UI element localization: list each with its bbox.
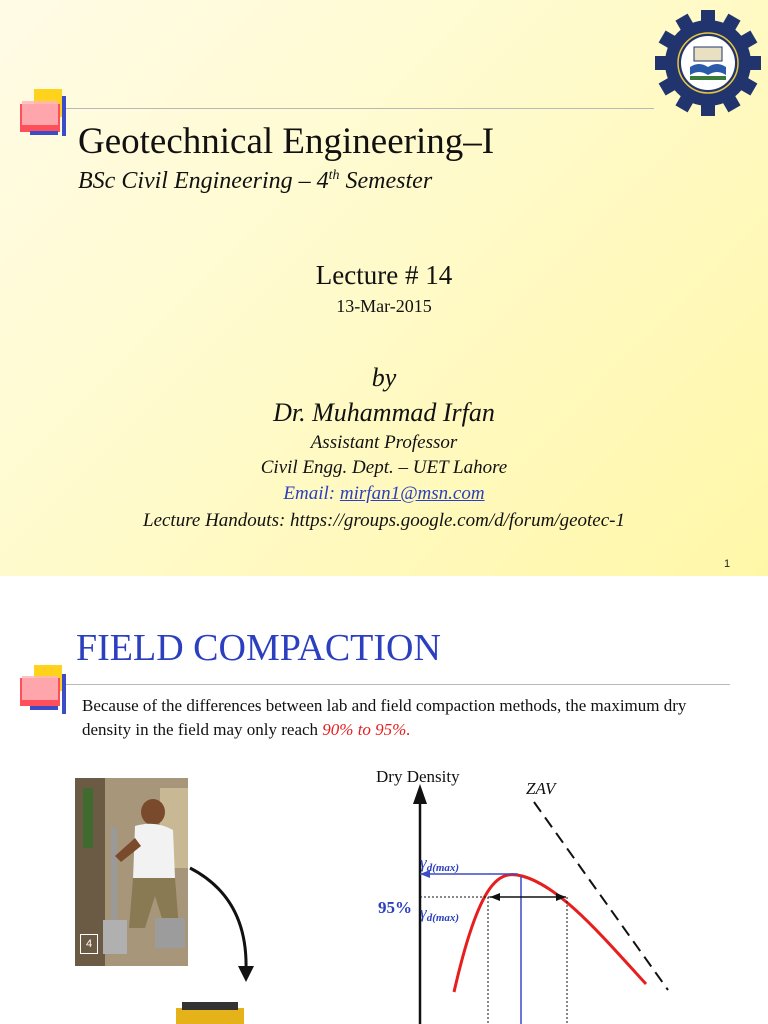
course-title: Geotechnical Engineering–I bbox=[78, 121, 495, 162]
zav-label: ZAV bbox=[526, 779, 556, 798]
decor-blue-bar bbox=[62, 96, 66, 136]
gamma-95-label: γd(max) bbox=[420, 903, 460, 924]
lecture-date: 13-Mar-2015 bbox=[336, 296, 432, 316]
email-link[interactable]: mirfan1@msn.com bbox=[339, 483, 485, 504]
pct-label: 95% bbox=[378, 898, 412, 917]
compaction-curve bbox=[454, 875, 646, 992]
gamma-max-label: γd(max) bbox=[420, 853, 460, 874]
body-text: Because of the differences between lab and field compaction methods, the maximum dry density in the field may only reach bbox=[82, 696, 687, 739]
y-axis-arrow bbox=[413, 784, 427, 804]
subtitle-suffix: Semester bbox=[339, 168, 433, 194]
email-line bbox=[0, 483, 768, 505]
compaction-curve-graph bbox=[340, 758, 670, 1024]
decor-blue-stub bbox=[30, 706, 58, 710]
author-name: Dr. Muhammad Irfan bbox=[273, 398, 495, 427]
author-position: Assistant Professor bbox=[310, 432, 458, 453]
divider-line bbox=[66, 684, 730, 685]
decor-blue-bar bbox=[62, 674, 66, 714]
slide-title: FIELD COMPACTION bbox=[76, 627, 441, 669]
slide-2 bbox=[0, 598, 768, 1024]
divider-line bbox=[66, 108, 654, 109]
email-label: Email: bbox=[283, 483, 340, 504]
handouts-line: Lecture Handouts: https://groups.google.com/d/forum/geotec-1 bbox=[143, 510, 625, 531]
decor-pink-square bbox=[22, 101, 58, 125]
course-subtitle bbox=[78, 168, 432, 195]
decor-pink-square bbox=[22, 676, 58, 700]
page-number: 1 bbox=[724, 558, 731, 570]
university-logo bbox=[655, 10, 761, 116]
curved-arrow bbox=[168, 858, 278, 1024]
by-label: by bbox=[371, 363, 397, 392]
lecture-number: Lecture # 14 bbox=[315, 260, 453, 290]
decor-blue-stub bbox=[30, 131, 58, 135]
subtitle-prefix: BSc Civil Engineering – 4 bbox=[78, 168, 329, 194]
photo-badge: 4 bbox=[80, 934, 98, 954]
author-department: Civil Engg. Dept. – UET Lahore bbox=[260, 457, 508, 478]
body-paragraph bbox=[82, 694, 722, 742]
subtitle-superscript: th bbox=[328, 168, 340, 183]
y-axis-label: Dry Density bbox=[376, 767, 460, 786]
body-highlight: 90% to 95%. bbox=[322, 720, 411, 739]
zav-line bbox=[534, 802, 668, 990]
